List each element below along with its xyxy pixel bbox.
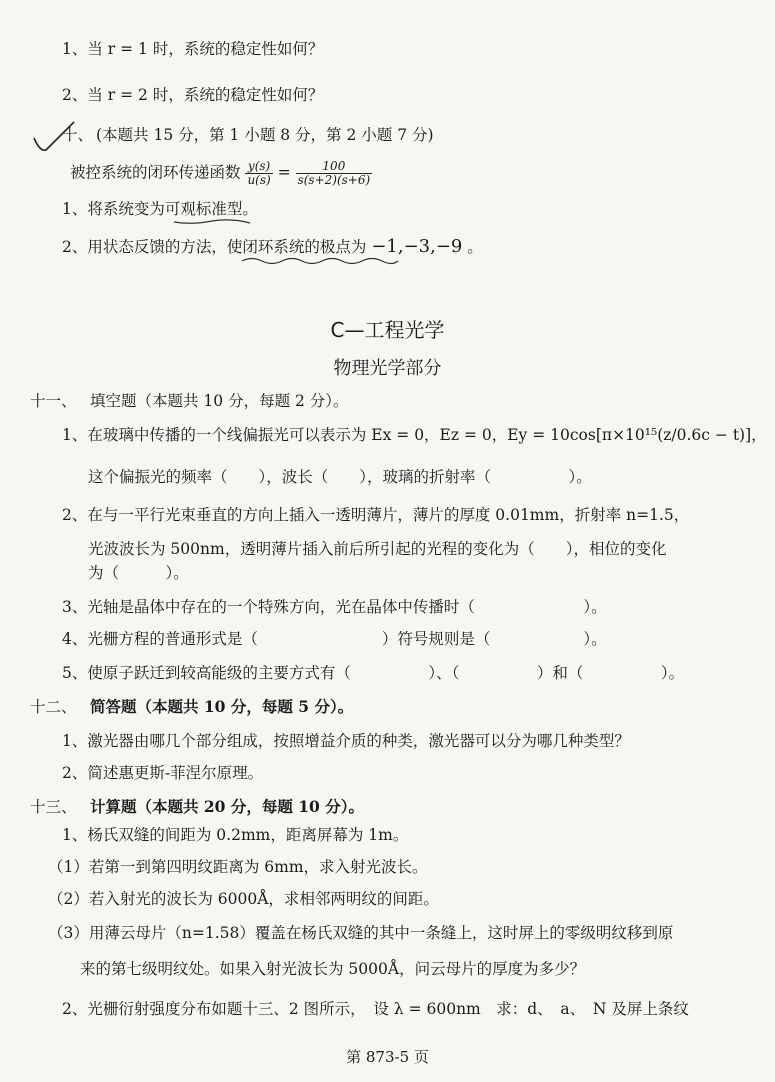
question-2-prefix: 2、用状态反馈的方法，使闭环系统的极点为	[62, 238, 367, 256]
section-ten-number: 十、	[62, 126, 94, 144]
s13-question-1-part-2: （2）若入射光的波长为 6000Å，求相邻两明纹的间距。	[48, 890, 439, 908]
section-12-header: 简答题（本题共 10 分，每题 5 分）。	[90, 697, 354, 716]
transfer-function-rhs	[296, 160, 373, 187]
transfer-function-lhs	[245, 160, 272, 187]
s11-question-5: 5、使原子跃迁到较高能级的主要方式有（ ）、（ ）和（ ）。	[62, 664, 685, 682]
section-12-number: 十二、	[30, 698, 77, 716]
s13-question-1-part-3-line-2: 来的第七级明纹处。如果入射光波长为 5000Å，问云母片的厚度为多少？	[80, 960, 586, 978]
section-11-number: 十一、	[30, 392, 77, 410]
question-2-end: 。	[467, 238, 483, 256]
tf-rhs-numerator: 100	[296, 160, 373, 174]
top-question-2: 2、当 r = 2 时，系统的稳定性如何？	[62, 86, 324, 104]
transfer-function-text: 被控系统的闭环传递函数	[70, 163, 241, 182]
section-ten-question-2	[62, 236, 483, 258]
tf-numerator: y(s)	[245, 160, 272, 174]
section-11-header: 填空题（本题共 10 分，每题 2 分）。	[90, 392, 349, 410]
section-ten-header: (本题共 15 分，第 1 小题 8 分，第 2 小题 7 分)	[96, 126, 434, 144]
page-footer: 第 873-5 页	[346, 1048, 429, 1066]
part-title: C—工程光学	[330, 318, 445, 342]
s11-question-2-line-3: 为（ ）。	[88, 564, 189, 582]
s12-question-2: 2、简述惠更斯-菲涅尔原理。	[62, 764, 264, 782]
s11-question-1-line-2: 这个偏振光的频率（ ），波长（ ），玻璃的折射率（ ）。	[88, 468, 592, 486]
tf-rhs-denominator: s(s+2)(s+6)	[297, 173, 371, 187]
transfer-function-line	[70, 160, 372, 187]
s11-question-2-line-2: 光波波长为 500nm，透明薄片插入前后所引起的光程的变化为（ ），相位的变化	[88, 540, 667, 558]
s11-question-4: 4、光栅方程的普通形式是（ ）符号规则是（ ）。	[62, 630, 607, 648]
s11-question-2-line-1: 2、在与一平行光束垂直的方向上插入一透明薄片，薄片的厚度 0.01mm，折射率 n=1.5，	[62, 506, 690, 524]
s13-question-1: 1、杨氏双缝的间距为 0.2mm，距离屏幕为 1m。	[62, 826, 409, 844]
tf-equals: =	[277, 163, 291, 182]
s13-question-1-part-1: （1）若第一到第四明纹距离为 6mm，求入射光波长。	[48, 858, 428, 876]
handwritten-underline-icon	[172, 218, 252, 226]
handwritten-wavy-underline-icon	[240, 256, 400, 266]
s13-question-2: 2、光栅衍射强度分布如题十三、2 图所示， 设 λ = 600nm 求：d、 a、 N 及屏上条纹	[62, 1000, 689, 1018]
tf-denominator: u(s)	[247, 173, 271, 187]
s11-question-3: 3、光轴是晶体中存在的一个特殊方向，光在晶体中传播时（ ）。	[62, 598, 607, 616]
top-question-1: 1、当 r = 1 时，系统的稳定性如何？	[62, 40, 324, 58]
section-13-header: 计算题（本题共 20 分，每题 10 分）。	[90, 797, 364, 816]
pole-values: −1,−3,−9	[371, 236, 463, 257]
s13-question-1-part-3-line-1: （3）用薄云母片（n=1.58）覆盖在杨氏双缝的其中一条缝上，这时屏上的零级明纹移到原	[48, 924, 674, 942]
s12-question-1: 1、激光器由哪几个部分组成，按照增益介质的种类，激光器可以分为哪几种类型？	[62, 732, 630, 750]
section-13-number: 十三、	[30, 798, 77, 816]
section-ten-question-1: 1、将系统变为可观标准型。	[62, 200, 258, 218]
part-subtitle: 物理光学部分	[333, 358, 442, 379]
s11-question-1-line-1: 1、在玻璃中传播的一个线偏振光可以表示为 Ex = 0，Ez = 0，Ey = 10cos[π×10¹⁵(z/0.6c − t)]，	[62, 426, 767, 444]
